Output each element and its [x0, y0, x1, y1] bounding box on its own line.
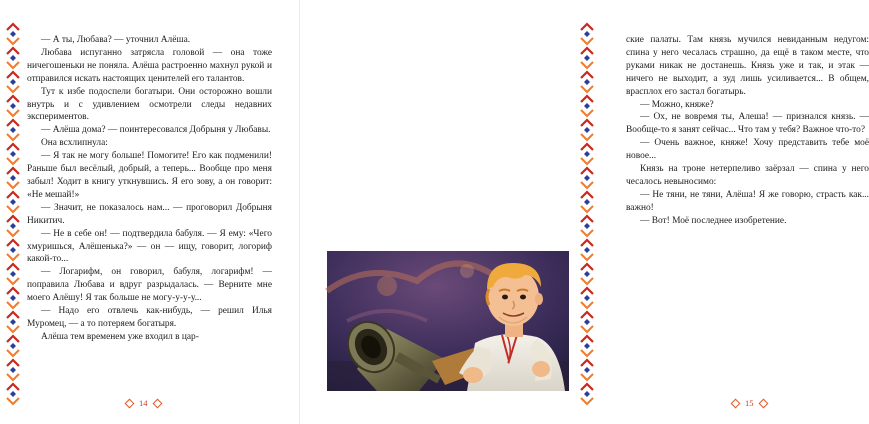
right-page-text [626, 34, 869, 228]
chevron-ornament [7, 192, 19, 198]
chevron-ornament [581, 264, 593, 270]
diamond-ornament [584, 343, 590, 349]
diamond-ornament [10, 55, 16, 61]
paragraph: — Логарифм, он говорил, бабуля, логарифм! — поправила Любава и вдруг разрыдалась. — Верните мне моего Алёшу! Я так больше не могу-у-у-у... [27, 267, 272, 304]
diamond-ornament [584, 319, 590, 325]
chevron-ornament [581, 360, 593, 366]
paragraph: — Не тяни, не тяни, Алёша! Я же говорю, страсть как... важно! [626, 189, 869, 213]
paragraph: Алёша тем временем уже входил в цар- [41, 331, 199, 342]
diamond-ornament [584, 223, 590, 229]
cartoon-illustration [327, 251, 569, 391]
diamond-ornament [584, 103, 590, 109]
diamond-ornament-icon [125, 398, 135, 408]
chevron-ornament [581, 302, 593, 308]
chevron-ornament [7, 62, 19, 68]
chevron-ornament [7, 302, 19, 308]
paragraph: ские палаты. Там князь мучился невиданным недугом: спина у него чесалась страшно, да ещё в таком месте, что руками никак не достанешь. Князь уже и так, и этак — ничего не выходит, а зуд лишь усиливается... В общем, врасплох его застал богатырь. [626, 35, 869, 97]
chevron-ornament [581, 288, 593, 294]
chevron-ornament [7, 240, 19, 246]
diamond-ornament [10, 391, 16, 397]
chevron-ornament [581, 206, 593, 212]
chevron-ornament [581, 72, 593, 78]
chevron-ornament [581, 24, 593, 30]
chevron-ornament [7, 182, 19, 188]
chevron-ornament [581, 384, 593, 390]
chevron-ornament [581, 254, 593, 260]
diamond-ornament-icon [731, 398, 741, 408]
page-number-text: 14 [139, 398, 148, 408]
chevron-ornament [7, 398, 19, 404]
paragraph: Тут к избе подоспели богатыри. Они осторожно вошли внутрь и с удивлением осмотрели следы недавних экспериментов. [27, 86, 272, 123]
paragraph: — Вот! Моё последнее изобретение. [640, 215, 787, 226]
diamond-ornament [584, 391, 590, 397]
chevron-ornament [581, 216, 593, 222]
diamond-ornament [10, 367, 16, 373]
chevron-ornament [581, 86, 593, 92]
diamond-ornament [10, 271, 16, 277]
left-page-text [27, 34, 272, 344]
chevron-ornament [581, 326, 593, 332]
diamond-ornament [10, 79, 16, 85]
chevron-ornament [581, 278, 593, 284]
diamond-ornament [10, 199, 16, 205]
chevron-ornament [581, 312, 593, 318]
paragraph: — Очень важное, княже! Хочу представить тебе моё новое... [626, 138, 869, 162]
chevron-ornament [7, 24, 19, 30]
paragraph: — Можно, княже? [640, 99, 714, 110]
chevron-ornament [581, 230, 593, 236]
diamond-ornament [10, 175, 16, 181]
chevron-ornament [7, 206, 19, 212]
diamond-ornament [584, 367, 590, 373]
chevron-ornament [581, 350, 593, 356]
chevron-ornament [581, 96, 593, 102]
chevron-ornament [581, 38, 593, 44]
page-number-right [732, 396, 767, 410]
diamond-ornament [584, 79, 590, 85]
paragraph: — Надо его отвлечь как-нибудь, — решил Илья Муромец, — а то потеряем богатыря. [27, 306, 272, 329]
left-ornament-border [6, 20, 20, 404]
chevron-ornament [7, 264, 19, 270]
chevron-ornament [7, 96, 19, 102]
chevron-ornament [581, 48, 593, 54]
chevron-ornament [581, 144, 593, 150]
paragraph: — Я так не могу больше! Помогите! Его как подменили! Раньше был весёлый, добрый, а теперь... Вообще про меня забыл! Ходит в книгу уткнувшись. Я его зову, а он говорит: «Не мешай!» [27, 151, 272, 200]
diamond-ornament [10, 343, 16, 349]
diamond-ornament [584, 247, 590, 253]
paragraph: — Значит, не показалось нам... — проговорил Добрыня Никитич. [27, 202, 272, 226]
page-number-left [126, 396, 161, 410]
diamond-ornament [10, 319, 16, 325]
paragraph: Любава испуганно затрясла головой — она тоже ничегошеньки не поняла. Алёша растроенно махнул рукой и отправился искать настоящих ценителей его талантов. [27, 47, 272, 84]
chevron-ornament [7, 72, 19, 78]
diamond-ornament [584, 271, 590, 277]
chevron-ornament [7, 48, 19, 54]
diamond-ornament [584, 31, 590, 37]
paragraph: Она всхлипнула: [41, 138, 108, 149]
diamond-ornament [584, 55, 590, 61]
page-number-text: 15 [745, 398, 754, 408]
diamond-ornament [584, 151, 590, 157]
chevron-ornament [7, 288, 19, 294]
diamond-ornament-icon [758, 398, 768, 408]
chevron-ornament [581, 192, 593, 198]
chevron-ornament [7, 110, 19, 116]
chevron-ornament [7, 336, 19, 342]
chevron-ornament [7, 350, 19, 356]
chevron-ornament [7, 168, 19, 174]
diamond-ornament [584, 199, 590, 205]
chevron-ornament [7, 384, 19, 390]
chevron-ornament [581, 374, 593, 380]
paragraph: — А ты, Любава? — уточнил Алёша. [41, 35, 191, 45]
chevron-ornament [581, 62, 593, 68]
chevron-ornament [7, 158, 19, 164]
left-page [0, 0, 300, 424]
chevron-ornament [7, 360, 19, 366]
illustration-alyosha-invention [327, 251, 569, 391]
chevron-ornament [7, 38, 19, 44]
paragraph: Князь на троне нетерпеливо заёрзал — спина у него чесалось невыносимо: [626, 164, 869, 187]
diamond-ornament [10, 247, 16, 253]
paragraph: — Не в себе он! — подтвердила бабуля. — Я ему: «Чего хмуришься, Алёшенька?» — он — ищу, говорит, логориф какой-то... [27, 228, 272, 265]
diamond-ornament [10, 223, 16, 229]
diamond-ornament [584, 175, 590, 181]
diamond-ornament [10, 151, 16, 157]
chevron-ornament [7, 216, 19, 222]
chevron-ornament [7, 278, 19, 284]
chevron-ornament [581, 110, 593, 116]
chevron-ornament [7, 374, 19, 380]
chevron-ornament [7, 312, 19, 318]
chevron-ornament [7, 134, 19, 140]
paragraph: — Алёша дома? — поинтересовался Добрыня у Любавы. [41, 125, 271, 136]
chevron-ornament [7, 230, 19, 236]
diamond-ornament-icon [152, 398, 162, 408]
diamond-ornament [10, 31, 16, 37]
diamond-ornament [10, 127, 16, 133]
chevron-ornament [7, 326, 19, 332]
chevron-ornament [581, 336, 593, 342]
diamond-ornament [10, 295, 16, 301]
chevron-ornament [581, 168, 593, 174]
chevron-ornament [581, 134, 593, 140]
diamond-ornament [584, 127, 590, 133]
chevron-ornament [581, 398, 593, 404]
chevron-ornament [7, 144, 19, 150]
diamond-ornament [584, 295, 590, 301]
diamond-ornament [10, 103, 16, 109]
right-ornament-border [580, 20, 594, 404]
chevron-ornament [581, 240, 593, 246]
chevron-ornament [7, 86, 19, 92]
chevron-ornament [7, 254, 19, 260]
chevron-ornament [581, 182, 593, 188]
chevron-ornament [581, 120, 593, 126]
chevron-ornament [7, 120, 19, 126]
paragraph: — Ох, не вовремя ты, Алеша! — признался князь. — Вообще-то я занят сейчас... Что там у тебя? Важное что-то? [626, 112, 869, 136]
chevron-ornament [581, 158, 593, 164]
